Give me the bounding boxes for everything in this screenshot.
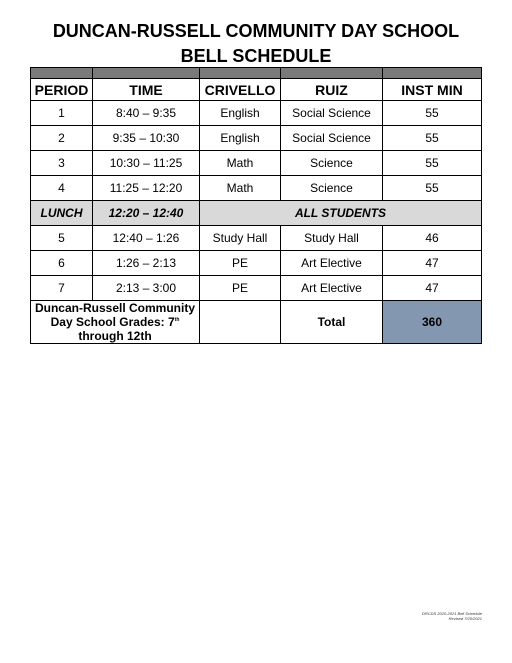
period-cell: 1	[31, 101, 93, 126]
crivello-cell: Study Hall	[200, 226, 281, 251]
crivello-cell: English	[200, 126, 281, 151]
crivello-cell: PE	[200, 251, 281, 276]
table-row	[31, 151, 482, 176]
top-bar-cell	[31, 68, 93, 79]
ruiz-cell: Study Hall	[281, 226, 383, 251]
inst-min-cell: 47	[383, 251, 482, 276]
time-cell: 11:25 – 12:20	[93, 176, 200, 201]
time-cell: 2:13 – 3:00	[93, 276, 200, 301]
table-top-bar	[31, 68, 482, 79]
column-header-inst-min: INST MIN	[383, 79, 482, 101]
column-header-period: PERIOD	[31, 79, 93, 101]
period-cell: 5	[31, 226, 93, 251]
column-header-time: TIME	[93, 79, 200, 101]
ruiz-cell: Social Science	[281, 101, 383, 126]
ruiz-cell: Science	[281, 176, 383, 201]
inst-min-cell: 55	[383, 176, 482, 201]
inst-min-cell: 46	[383, 226, 482, 251]
inst-min-cell: 55	[383, 101, 482, 126]
period-cell: 3	[31, 151, 93, 176]
crivello-cell: Math	[200, 151, 281, 176]
table-row	[31, 126, 482, 151]
footer-row	[31, 301, 482, 344]
crivello-cell: PE	[200, 276, 281, 301]
period-cell: 4	[31, 176, 93, 201]
inst-min-cell: 55	[383, 151, 482, 176]
crivello-cell: Math	[200, 176, 281, 201]
lunch-time: 12:20 – 12:40	[93, 201, 200, 226]
ruiz-cell: Social Science	[281, 126, 383, 151]
time-cell: 10:30 – 11:25	[93, 151, 200, 176]
time-cell: 1:26 – 2:13	[93, 251, 200, 276]
lunch-row	[31, 201, 482, 226]
inst-min-cell: 47	[383, 276, 482, 301]
note-prefix: Duncan-Russell Community Day School Grades: 7	[34, 301, 196, 329]
school-grades-note	[31, 301, 200, 344]
table-row	[31, 101, 482, 126]
total-label: Total	[281, 301, 383, 344]
top-bar-cell	[383, 68, 482, 79]
revision-line-1: DRCDS 2020-2021 Bell Schedule	[421, 611, 482, 616]
top-bar-cell	[281, 68, 383, 79]
lunch-note: ALL STUDENTS	[200, 201, 482, 226]
period-cell: 2	[31, 126, 93, 151]
table-row	[31, 251, 482, 276]
period-cell: 6	[31, 251, 93, 276]
time-cell: 8:40 – 9:35	[93, 101, 200, 126]
revision-line-2: Revised 7/20/2021	[448, 616, 482, 621]
school-title: DUNCAN-RUSSELL COMMUNITY DAY SCHOOL	[52, 21, 460, 41]
note-superscript: th	[174, 317, 180, 323]
table-header-row	[31, 79, 482, 101]
note-suffix: through 12th	[78, 329, 152, 343]
bell-schedule-table	[30, 67, 482, 344]
time-cell: 9:35 – 10:30	[93, 126, 200, 151]
crivello-cell: English	[200, 101, 281, 126]
ruiz-cell: Science	[281, 151, 383, 176]
revision-note	[422, 611, 482, 621]
schedule-title: BELL SCHEDULE	[180, 46, 332, 66]
ruiz-cell: Art Elective	[281, 276, 383, 301]
top-bar-cell	[200, 68, 281, 79]
time-cell: 12:40 – 1:26	[93, 226, 200, 251]
column-header-ruiz: RUIZ	[281, 79, 383, 101]
footer-blank-cell	[200, 301, 281, 344]
top-bar-cell	[93, 68, 200, 79]
table-row	[31, 276, 482, 301]
ruiz-cell: Art Elective	[281, 251, 383, 276]
table-row	[31, 176, 482, 201]
lunch-label: LUNCH	[31, 201, 93, 226]
table-row	[31, 226, 482, 251]
period-cell: 7	[31, 276, 93, 301]
total-value: 360	[383, 301, 482, 344]
column-header-crivello: CRIVELLO	[200, 79, 281, 101]
inst-min-cell: 55	[383, 126, 482, 151]
